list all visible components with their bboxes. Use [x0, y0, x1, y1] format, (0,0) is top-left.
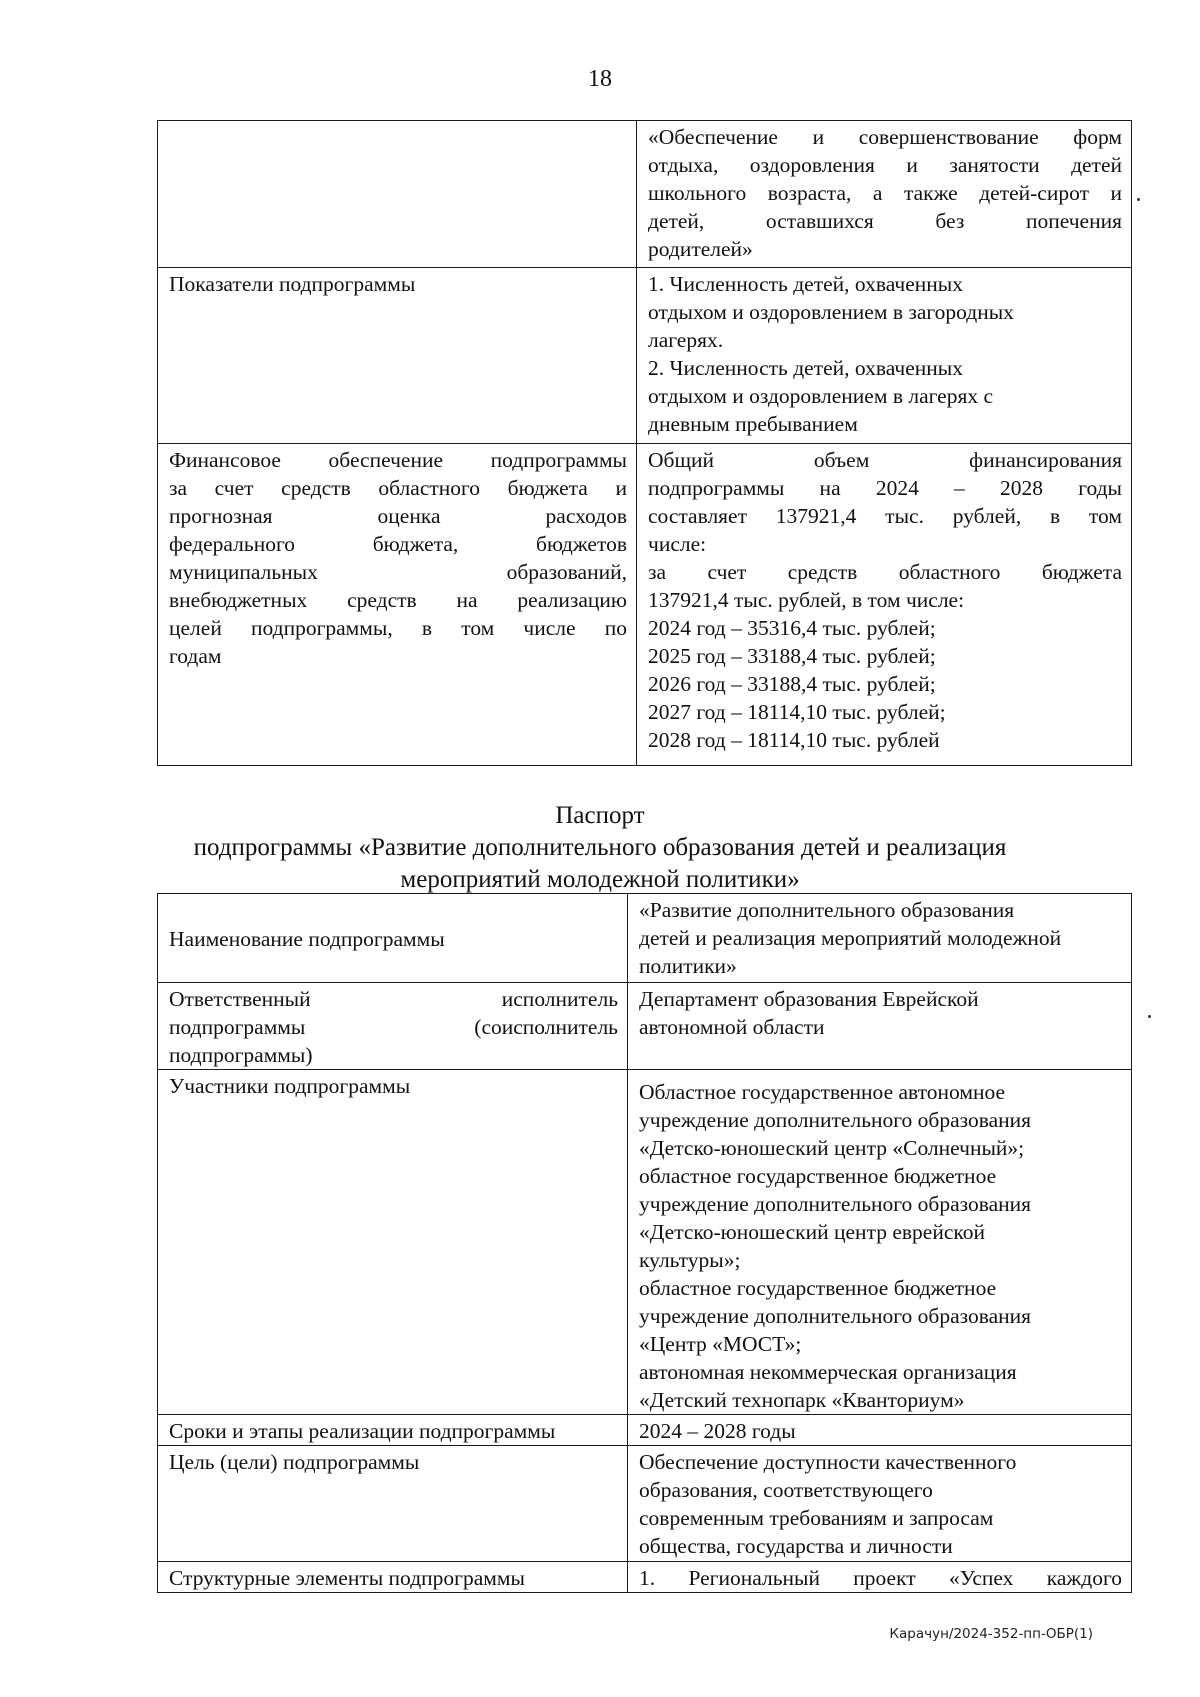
cell-line: Ответственный исполнитель	[169, 987, 618, 1011]
cell-line: числе:	[648, 532, 707, 556]
row-value-cell	[628, 1070, 1132, 1415]
cell-line: родителей»	[648, 237, 753, 261]
table-row	[158, 1446, 1132, 1562]
table-row	[158, 894, 1132, 983]
table-row	[158, 1415, 1132, 1446]
cell-line: «Развитие дополнительного образования	[639, 898, 1015, 922]
passport-title: Паспорт	[555, 802, 645, 829]
row-value-cell	[628, 1562, 1132, 1593]
cell-line: лагерях.	[648, 328, 724, 352]
cell-line: Общий объем финансирования	[648, 448, 1122, 472]
cell-line: детей, оставшихся без попечения	[648, 209, 1122, 233]
cell-line: годам	[169, 644, 222, 668]
cell-line: внебюджетных средств на реализацию	[169, 588, 627, 612]
cell-line: образования, соответствующего	[639, 1478, 933, 1502]
cell-line: федерального бюджета, бюджетов	[169, 532, 627, 556]
row-label-cell	[158, 1070, 628, 1415]
row-value-cell	[637, 121, 1132, 268]
passport-subtitle-line-1: подпрограммы «Развитие дополнительного образования детей и реализация	[193, 834, 1007, 861]
cell-line: подпрограммы)	[169, 1043, 313, 1067]
cell-line: политики»	[639, 954, 737, 978]
table-row	[158, 1562, 1132, 1593]
cell-line: целей подпрограммы, в том числе по	[169, 616, 627, 640]
subprogram-passport-table	[157, 893, 1132, 1593]
cell-line: «Обеспечение и совершенствование форм	[648, 125, 1122, 149]
cell-line: школьного возраста, а также детей-сирот и	[648, 181, 1122, 205]
row-label-cell	[158, 894, 628, 983]
row-label-cell	[158, 1415, 628, 1446]
cell-line: Сроки и этапы реализации подпрограммы	[169, 1419, 556, 1443]
cell-line: 2024 – 2028 годы	[639, 1419, 796, 1443]
document-registration-code: Карачун/2024-352-пп-ОБР(1)	[889, 1626, 1093, 1642]
cell-line: Областное государственное автономное	[639, 1080, 1006, 1104]
cell-line: Финансовое обеспечение подпрограммы	[169, 448, 627, 472]
table-row	[158, 444, 1132, 766]
table-row	[158, 983, 1132, 1070]
cell-line: 2026 год – 33188,4 тыс. рублей;	[648, 672, 936, 696]
cell-line: автономная некоммерческая организация	[639, 1360, 1017, 1384]
row-value-cell	[628, 894, 1132, 983]
table-row	[158, 268, 1132, 444]
cell-line: учреждение дополнительного образования	[639, 1304, 1032, 1328]
table-row	[158, 121, 1132, 268]
row-value-cell	[628, 983, 1132, 1070]
row-label-cell	[158, 268, 637, 444]
subprogram-passport-table-continued	[157, 120, 1132, 766]
row-value-cell	[628, 1415, 1132, 1446]
cell-line: за счет средств областного бюджета	[648, 560, 1122, 584]
cell-line: Департамент образования Еврейской	[639, 987, 979, 1011]
row-value-cell	[628, 1446, 1132, 1562]
cell-line: 2025 год – 33188,4 тыс. рублей;	[648, 644, 936, 668]
cell-line: 2027 год – 18114,10 тыс. рублей;	[648, 700, 946, 724]
cell-line: 2028 год – 18114,10 тыс. рублей	[648, 728, 940, 752]
cell-line: Наименование подпрограммы	[169, 927, 445, 951]
cell-line: «Детский технопарк «Кванториум»	[639, 1388, 965, 1412]
cell-line: отдыхом и оздоровлением в лагерях с	[648, 384, 993, 408]
cell-line: муниципальных образований,	[169, 560, 627, 584]
passport-subtitle-line-2: мероприятий молодежной политики»	[400, 866, 800, 893]
cell-line: отдыхом и оздоровлением в загородных	[648, 300, 1014, 324]
cell-line: дневным пребыванием	[648, 412, 858, 436]
row-label-cell	[158, 1446, 628, 1562]
table-row	[158, 1070, 1132, 1415]
cell-line: прогнозная оценка расходов	[169, 504, 627, 528]
cell-line: Структурные элементы подпрограммы	[169, 1566, 525, 1590]
row-label-cell	[158, 444, 637, 766]
cell-line: отдыха, оздоровления и занятости детей	[648, 153, 1122, 177]
cell-line: 2024 год – 35316,4 тыс. рублей;	[648, 616, 936, 640]
cell-line: Цель (цели) подпрограммы	[169, 1450, 420, 1474]
cell-line: автономной области	[639, 1015, 825, 1039]
cell-line: подпрограммы на 2024 – 2028 годы	[648, 476, 1122, 500]
cell-line: областное государственное бюджетное	[639, 1164, 997, 1188]
cell-line: учреждение дополнительного образования	[639, 1108, 1032, 1132]
cell-line: 1. Региональный проект «Успех каждого	[639, 1566, 1122, 1590]
cell-line: Обеспечение доступности качественного	[639, 1450, 1017, 1474]
cell-line: Участники подпрограммы	[169, 1074, 411, 1098]
scan-speck	[1137, 198, 1140, 201]
row-value-cell	[637, 268, 1132, 444]
cell-line: «Детско-юношеский центр «Солнечный»;	[639, 1136, 1025, 1160]
cell-line: за счет средств областного бюджета и	[169, 476, 627, 500]
cell-line: учреждение дополнительного образования	[639, 1192, 1032, 1216]
cell-line: 2. Численность детей, охваченных	[648, 356, 963, 380]
scan-speck	[1148, 1015, 1151, 1018]
cell-line: Показатели подпрограммы	[169, 272, 416, 296]
cell-line: составляет 137921,4 тыс. рублей, в том	[648, 504, 1122, 528]
cell-line: подпрограммы (соисполнитель	[169, 1015, 618, 1039]
cell-line: современным требованиям и запросам	[639, 1506, 994, 1530]
row-label-cell	[158, 983, 628, 1070]
cell-line: общества, государства и личности	[639, 1534, 953, 1558]
row-label-cell	[158, 121, 637, 268]
cell-line: 1. Численность детей, охваченных	[648, 272, 963, 296]
cell-line: культуры»;	[639, 1248, 741, 1272]
row-label-cell	[158, 1562, 628, 1593]
cell-line: 137921,4 тыс. рублей, в том числе:	[648, 588, 965, 612]
page-number: 18	[588, 66, 612, 92]
cell-line: областное государственное бюджетное	[639, 1276, 997, 1300]
cell-line: детей и реализация мероприятий молодежной	[639, 926, 1062, 950]
row-value-cell	[637, 444, 1132, 766]
cell-line: «Центр «МОСТ»;	[639, 1332, 802, 1356]
cell-line: «Детско-юношеский центр еврейской	[639, 1220, 985, 1244]
